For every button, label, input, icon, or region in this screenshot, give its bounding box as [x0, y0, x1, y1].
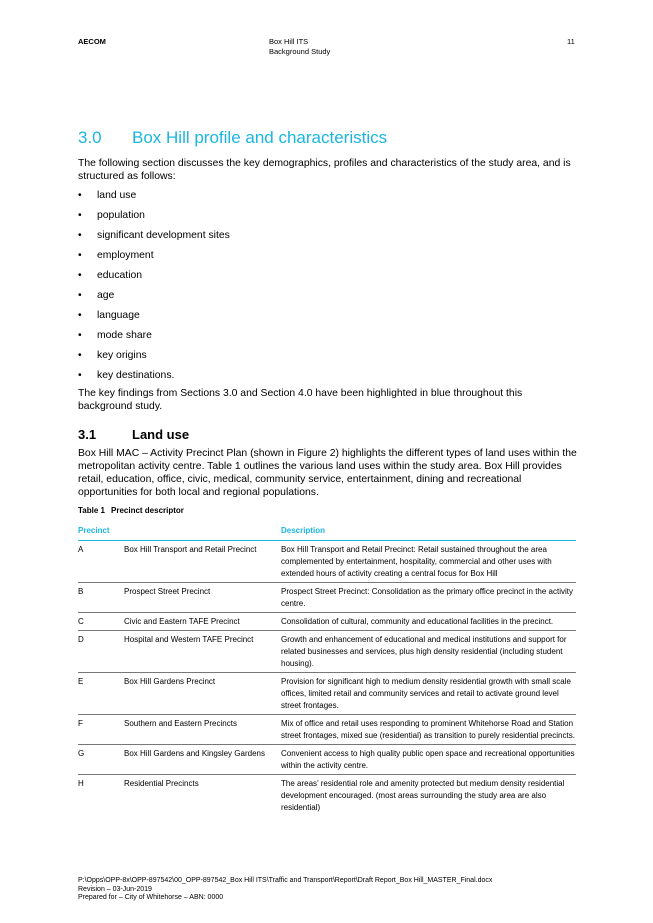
precinct-name-cell: Prospect Street Precinct [124, 583, 281, 613]
list-item [78, 349, 230, 369]
table-row [78, 775, 576, 817]
precinct-id-cell: B [78, 583, 124, 613]
list-item [78, 209, 230, 229]
list-item [78, 249, 230, 269]
section-heading [78, 128, 387, 148]
footer-path: P:\Opps\OPP-8x\OPP-897542\00_OPP-897542_Box Hill ITS\Traffic and Transport\Report\Draft Report_Box Hill_MASTER_Final.docx [78, 877, 493, 884]
precinct-description-cell: The areas’ residential role and amenity protected but medium density residential development encouraged. (most areas surrounding the study area are also residential) [281, 779, 565, 812]
bullet-icon: • [78, 290, 82, 301]
list-item [78, 229, 230, 249]
precinct-name-cell: Box Hill Transport and Retail Precinct [124, 541, 281, 583]
list-item-text: population [97, 210, 145, 221]
list-item-text: education [97, 270, 143, 281]
bullet-icon: • [78, 310, 82, 321]
bullet-icon: • [78, 270, 82, 281]
precinct-id-cell: G [78, 745, 124, 775]
bullet-icon: • [78, 370, 82, 381]
header-title-line1: Box Hill ITS [269, 37, 309, 46]
list-item [78, 189, 230, 209]
header-name [124, 523, 281, 541]
table-row [78, 631, 576, 673]
precinct-id-cell: E [78, 673, 124, 715]
footer-revision: Revision – 03-Jun-2019 [78, 885, 152, 893]
table-caption-title: Precinct descriptor [111, 506, 184, 515]
list-item-text: language [97, 310, 140, 321]
table-row [78, 673, 576, 715]
header-doc-title [269, 37, 330, 57]
precinct-description-cell: Provision for significant high to medium density residential growth with small scale offices, limited retail and community services and retail to activate ground level street frontages. [281, 673, 576, 715]
key-findings-paragraph: The key findings from Sections 3.0 and Section 4.0 have been highlighted in blue throughout this background study. [78, 388, 523, 412]
precinct-table [78, 523, 576, 816]
list-item [78, 329, 230, 349]
precinct-description-cell: Growth and enhancement of educational and medical institutions and support for related businesses and services, plus high density residential (including student housing). [281, 631, 576, 673]
subsection-heading [78, 427, 189, 442]
precinct-name-cell: Residential Precincts [124, 779, 199, 788]
bullet-icon: • [78, 350, 82, 361]
list-item-text: significant development sites [97, 230, 230, 241]
page-number: 11 [567, 37, 575, 46]
precinct-id-cell: F [78, 715, 124, 745]
footer-prepared: Prepared for – City of Whitehorse – ABN: 0000 [78, 894, 224, 901]
subsection-title: Land use [132, 427, 190, 442]
bullet-icon: • [78, 250, 82, 261]
header-description: Description [281, 523, 576, 541]
header-company: AECOM [78, 37, 106, 46]
precinct-name-cell: Civic and Eastern TAFE Precinct [124, 613, 281, 631]
section-title: Box Hill profile and characteristics [132, 128, 388, 147]
header-title-line2: Background Study [269, 47, 331, 56]
list-item-text: land use [97, 190, 137, 201]
list-item-text: age [97, 290, 115, 301]
table-caption-number: Table 1 [78, 506, 105, 515]
bullet-icon: • [78, 330, 82, 341]
list-item [78, 309, 230, 329]
precinct-description-cell: Mix of office and retail uses responding to prominent Whitehorse Road and Station street frontages, mixed sue (residential) as transition to purely residential precincts. [281, 715, 576, 745]
table-row [78, 541, 576, 583]
precinct-name-cell: Box Hill Gardens and Kingsley Gardens [124, 745, 281, 775]
table-row [78, 613, 576, 631]
table-header-row [78, 523, 576, 541]
list-item [78, 369, 230, 389]
table-row [78, 715, 576, 745]
table-row [78, 745, 576, 775]
precinct-description-cell: Prospect Street Precinct: Consolidation as the primary office precinct in the activity centre. [281, 583, 576, 613]
list-item-text: key origins [97, 350, 147, 361]
precinct-id-cell: D [78, 631, 124, 673]
list-item-text: key destinations. [97, 370, 175, 381]
bullet-icon: • [78, 230, 82, 241]
intro-paragraph: The following section discusses the key demographics, profiles and characteristics of the study area, and is structured as follows: [78, 158, 571, 182]
table-row [78, 583, 576, 613]
section-number: 3.0 [78, 128, 102, 147]
list-item-text: mode share [97, 330, 152, 341]
precinct-name-cell: Hospital and Western TAFE Precinct [124, 631, 281, 673]
subsection-number: 3.1 [78, 427, 97, 442]
list-item-text: employment [97, 250, 154, 261]
topic-list [78, 189, 230, 389]
precinct-name-cell: Box Hill Gardens Precinct [124, 673, 281, 715]
precinct-id-cell: C [78, 613, 124, 631]
precinct-name-cell: Southern and Eastern Precincts [124, 715, 281, 745]
footer [78, 877, 492, 903]
bullet-icon: • [78, 210, 82, 221]
precinct-id-cell: A [78, 541, 124, 583]
bullet-icon: • [78, 190, 82, 201]
header-precinct: Precinct [78, 523, 124, 541]
list-item [78, 289, 230, 309]
precinct-description-cell: Consolidation of cultural, community and educational facilities in the precinct. [281, 613, 576, 631]
precinct-description-cell: Convenient access to high quality public open space and recreational opportunities within the activity centre. [281, 745, 576, 775]
table-caption [78, 506, 184, 515]
list-item [78, 269, 230, 289]
precinct-description-cell: Box Hill Transport and Retail Precinct: Retail sustained throughout the area complemented by entertainment, hospitality, commercial and other uses with extended hours of activity creating a central focus for Box Hill [281, 541, 576, 583]
precinct-id-cell: H [78, 779, 84, 788]
land-use-paragraph: Box Hill MAC – Activity Precinct Plan (shown in Figure 2) highlights the different types of land uses within the metropolitan activity centre. Table 1 outlines the various land uses within the study area. Box Hill provides retail, education, office, civic, medical, community service, entertainment, dining and recreational opportunities for both local and regional populations. [78, 448, 577, 498]
